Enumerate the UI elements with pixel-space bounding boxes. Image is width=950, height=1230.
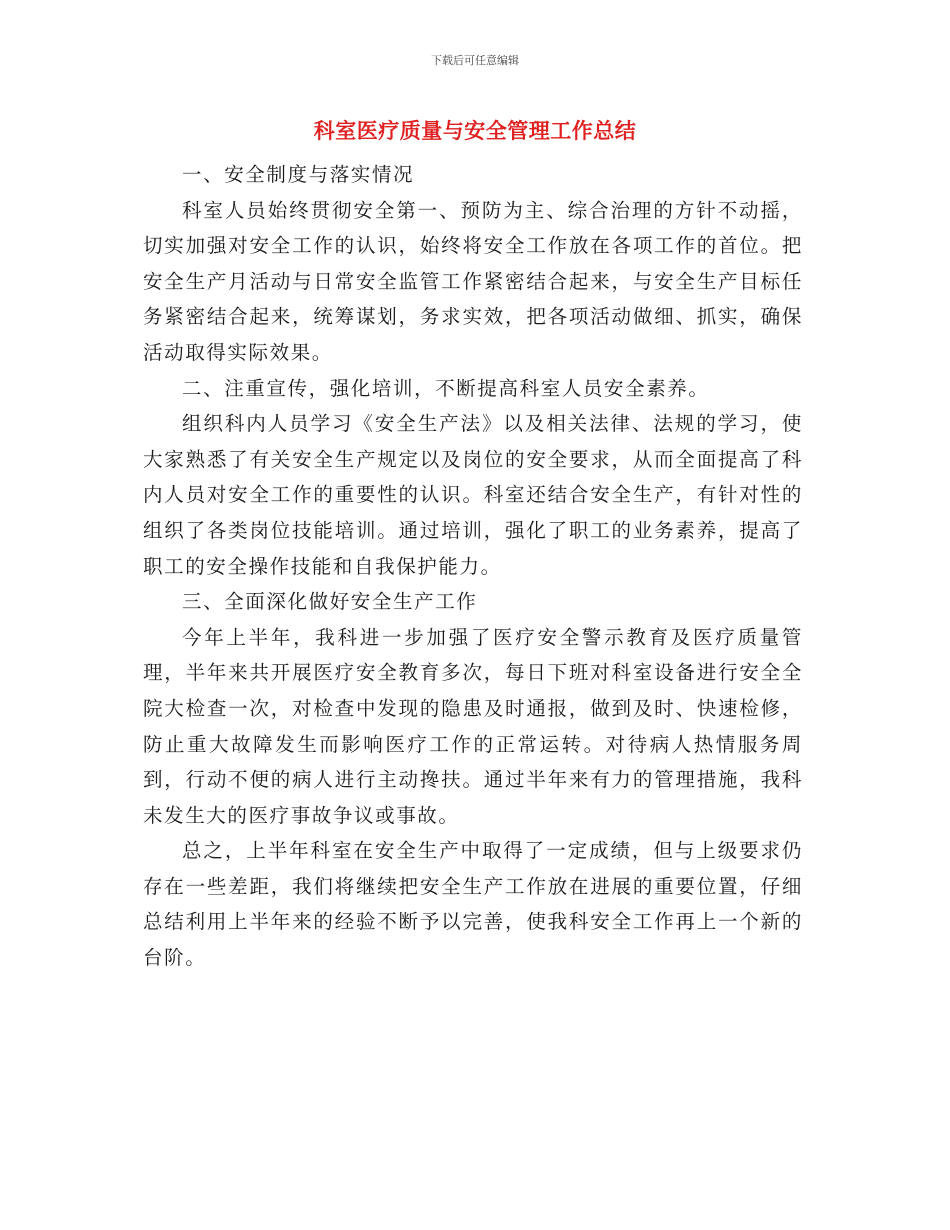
paragraph-conclusion: 总之，上半年科室在安全生产中取得了一定成绩，但与上级要求仍存在一些差距，我们将继续把安全生产工作放在进展的重要位置，仔细总结利用上半年来的经验不断予以完善，使我科安全工作再上一个新的台阶。 xyxy=(143,839,803,970)
paragraph-2: 组织科内人员学习《安全生产法》以及相关法律、法规的学习，使大家熟悉了有关安全生产规定以及岗位的安全要求，从而全面提高了科内人员对安全工作的重要性的认识。科室还结合安全生产，有针对性的组织了各类岗位技能培训。通过培训，强化了职工的业务素养，提高了职工的安全操作技能和自我保护能力。 xyxy=(143,412,803,578)
header-note: 下载后可任意编辑 xyxy=(431,54,519,67)
paragraph-1: 科室人员始终贯彻安全第一、预防为主、综合治理的方针不动摇，切实加强对安全工作的认识，始终将安全工作放在各项工作的首位。把安全生产月活动与日常安全监管工作紧密结合起来，与安全生产目标任务紧密结合起来，统筹谋划，务求实效，把各项活动做细、抓实，确保活动取得实际效果。 xyxy=(143,198,803,364)
section-heading-3: 三、全面深化做好安全生产工作 xyxy=(182,590,478,614)
paragraph-3: 今年上半年，我科进一步加强了医疗安全警示教育及医疗质量管理，半年来共开展医疗安全教育多次，每日下班对科室设备进行安全全院大检查一次，对检查中发现的隐患及时通报，做到及时、快速检修，防止重大故障发生而影响医疗工作的正常运转。对待病人热情服务周到，行动不便的病人进行主动搀扶。通过半年来有力的管理措施，我科未发生大的医疗事故争议或事故。 xyxy=(143,625,803,827)
section-heading-2: 二、注重宣传，强化培训，不断提高科室人员安全素养。 xyxy=(182,376,710,400)
document-body xyxy=(143,157,803,976)
document-title: 科室医疗质量与安全管理工作总结 xyxy=(313,119,637,143)
section-heading-1: 一、安全制度与落实情况 xyxy=(182,163,415,186)
